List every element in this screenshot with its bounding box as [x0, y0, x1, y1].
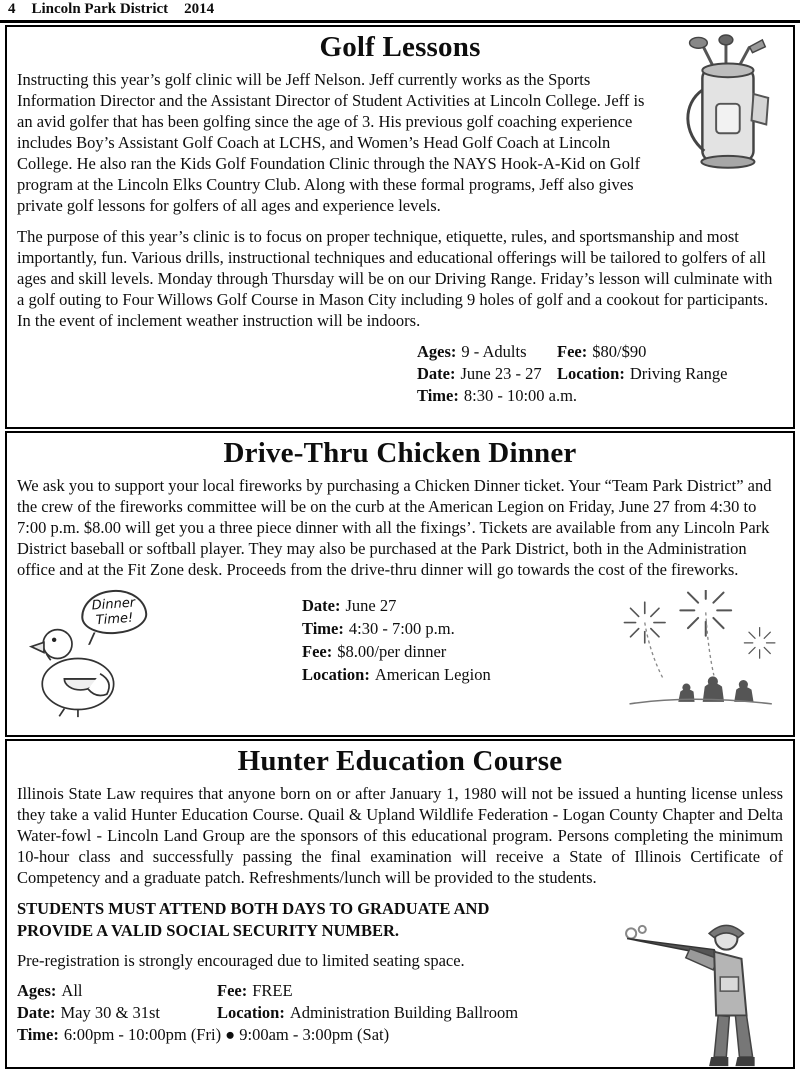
chicken-date-label: Date:: [302, 596, 341, 615]
golf-fee-label: Fee:: [557, 342, 588, 361]
golf-location: [557, 363, 783, 385]
hunter-lower-block: [17, 898, 783, 1046]
hunter-paragraph: Illinois State Law requires that anyone born on or after January 1, 1980 will not be issued a hunting license unless they take a valid Hunter Education Course. Quail & Upland Wildlife Federation - Logan County Chapter and Delta Water-fowl - Lincoln Land Group are the sponsors of this educational program. Persons completing the minimum 10-hour class and successfully passing the final examination will receive a State of Illinois Certificate of Competency and a graduate patch. Refreshments/lunch will be provided to the students.: [17, 784, 783, 887]
golf-time-value: 8:30 - 10:00 a.m.: [463, 386, 578, 405]
golf-lessons-body: [17, 69, 783, 407]
hunter-details: [17, 980, 613, 1046]
golf-lessons-section: [5, 25, 795, 429]
golf-ages: [417, 341, 557, 363]
chicken-time: [302, 617, 598, 640]
chicken-date-value: June 27: [345, 596, 397, 615]
hunter-fee-label: Fee:: [217, 981, 248, 1000]
golf-lessons-title: Golf Lessons: [319, 31, 481, 63]
hunter-time-value: 6:00pm - 10:00pm (Fri) ● 9:00am - 3:00pm (Sat): [63, 1025, 390, 1044]
chicken-fee-label: Fee:: [302, 642, 333, 661]
golf-date-value: June 23 - 27: [460, 364, 542, 383]
hunter-date: [17, 1002, 217, 1024]
chicken-time-value: 4:30 - 7:00 p.m.: [348, 619, 455, 638]
hunter-fee: [217, 980, 613, 1002]
chicken-dinner-section: [5, 431, 795, 737]
golf-time-label: Time:: [417, 386, 459, 405]
golf-time: [417, 385, 783, 407]
chicken-dinner-title: Drive-Thru Chicken Dinner: [223, 437, 577, 469]
hunter-date-value: May 30 & 31st: [60, 1003, 160, 1022]
chicken-dinner-details: [242, 590, 598, 718]
chicken-location-value: American Legion: [374, 665, 491, 684]
duck-speech-bubble: Dinner Time!: [80, 588, 149, 636]
hunter-attention-notice: STUDENTS MUST ATTEND BOTH DAYS TO GRADUATE AND PROVIDE A VALID SOCIAL SECURITY NUMBER.: [17, 899, 490, 940]
hunter-ages-value: All: [61, 981, 83, 1000]
chicken-date: [302, 594, 598, 617]
hunter-education-title: Hunter Education Course: [237, 745, 563, 777]
chicken-location-label: Location:: [302, 665, 370, 684]
hunter-date-label: Date:: [17, 1003, 56, 1022]
page-number: 4: [8, 1, 16, 17]
chicken-location: [302, 663, 598, 686]
hunter-ages-label: Ages:: [17, 981, 57, 1000]
page-header: [0, 0, 800, 23]
golf-date-label: Date:: [417, 364, 456, 383]
hunter-location-label: Location:: [217, 1003, 285, 1022]
golf-ages-value: 9 - Adults: [461, 342, 527, 361]
golf-details: [417, 341, 783, 407]
chicken-dinner-paragraph: We ask you to support your local fireworks by purchasing a Chicken Dinner ticket. Your “Team Park District” and the crew of the fireworks committee will be on the curb at the American Legion on Friday, June 27 from 4:30 to 7:00 p.m. $8.00 will get you a three piece dinner with all the fixings’. Tickets are available from any Lincoln Park District baseball or softball player. They may also be purchased at the Park District, both in the Administration office and at the Fit Zone desk. Proceeds from the drive-thru dinner will go towards the cost of the fireworks.: [17, 476, 772, 579]
golf-location-value: Driving Range: [629, 364, 728, 383]
golf-paragraph-1: Instructing this year’s golf clinic will be Jeff Nelson. Jeff currently works as the Sports Information Director and the Assistant Director of Student Activities at Lincoln College. Jeff is an avid golfer that has been golfing since the age of 3. His previous golf coaching experience includes Boy’s Assistant Golf Coach at LCHS, and Women’s Head Golf Coach at Lincoln College. He also ran the Kids Golf Foundation Clinic through the NAYS Hook-A-Kid on Golf program at the Lincoln Elks Country Club. Along with these formal programs, Jeff also gives private golf lessons for golfers of all ages and experience levels.: [17, 70, 645, 215]
hunter-time: [17, 1024, 613, 1046]
chicken-dinner-bottom-row: [17, 590, 783, 718]
hunter-icon: [621, 896, 783, 1069]
fireworks-icon: [598, 590, 783, 712]
golf-bag-illustration: [665, 33, 783, 175]
duck-illustration: [17, 590, 242, 718]
golf-date: [417, 363, 557, 385]
hunter-preregistration-note: Pre-registration is strongly encouraged due to limited seating space.: [17, 951, 465, 970]
hunter-location: [217, 1002, 613, 1024]
chicken-fee: [302, 640, 598, 663]
golf-fee-value: $80/$90: [592, 342, 647, 361]
page-header-year: 2014: [184, 1, 215, 17]
golf-location-label: Location:: [557, 364, 625, 383]
page-header-title: Lincoln Park District: [31, 1, 169, 17]
hunter-time-label: Time:: [17, 1025, 59, 1044]
chicken-time-label: Time:: [302, 619, 344, 638]
chicken-fee-value: $8.00/per dinner: [337, 642, 447, 661]
duck-icon: [19, 616, 159, 718]
hunter-fee-value: FREE: [252, 981, 293, 1000]
golf-bag-icon: [665, 33, 783, 176]
hunter-location-value: Administration Building Ballroom: [289, 1003, 519, 1022]
golf-fee: [557, 341, 783, 363]
golf-ages-label: Ages:: [417, 342, 457, 361]
fireworks-illustration: [598, 590, 783, 718]
hunter-ages: [17, 980, 217, 1002]
hunter-illustration: [621, 896, 783, 1069]
hunter-education-section: [5, 739, 795, 1069]
golf-paragraph-2: The purpose of this year’s clinic is to focus on proper technique, etiquette, rules, and sportsmanship and most importantly, fun. Various drills, instructional techniques and educational offerings will be tailored to golfers of all ages and skill levels. Monday through Thursday will be on our Driving Range. Friday’s lesson will culminate with a golf outing to Four Willows Golf Course in Mason City including 9 holes of golf and a cookout for participants. In the event of inclement weather instruction will be indoors.: [17, 227, 773, 330]
